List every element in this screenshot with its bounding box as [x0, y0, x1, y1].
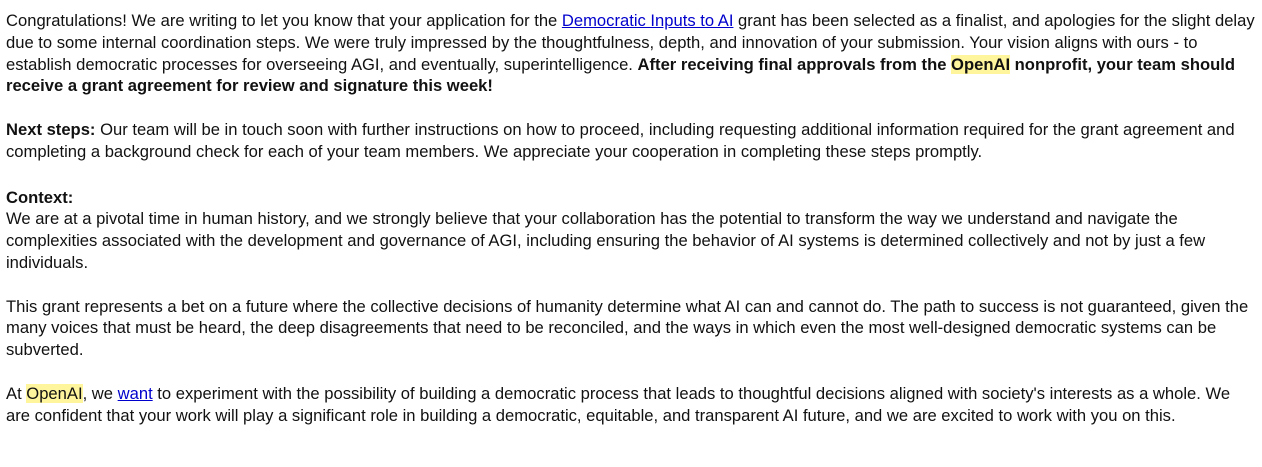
closing-text-c: to experiment with the possibility of building a democratic process that leads to thoughtful decisions aligned with society's interests as a whole. We are confident that your work will play a significant role in building a democratic, equitable, and transparent AI future, and we are excited to work with you on this. — [6, 383, 1231, 425]
intro-text-b: grant has been selected as a finalist, and apologies for the slight delay due to some internal coordination steps. We were truly impressed by the thoughtfulness, depth, and innovation of your submission. Your vision aligns with ours - to establish democratic processes for overseeing AGI, and eventually, superintelligence. — [6, 11, 1255, 74]
democratic-inputs-link[interactable]: Democratic Inputs to AI — [561, 11, 734, 30]
openai-highlight: OpenAI — [951, 54, 1011, 74]
bet-paragraph: This grant represents a bet on a future where the collective decisions of humanity determine what AI can and cannot do. The path to success is not guaranteed, given the many voices that must be heard, the deep disagreements that need to be reconciled, and the ways in which even the most well-designed democratic systems can be subverted. — [6, 296, 1249, 360]
intro-paragraph — [6, 10, 1258, 97]
intro-bold-b: nonprofit, your team should receive a grant agreement for review and signature this week! — [6, 54, 1235, 96]
intro-text-a: Congratulations! We are writing to let you know that your application for the — [6, 11, 562, 30]
context-heading-label: Context: — [6, 187, 74, 207]
next-steps-paragraph — [6, 119, 1258, 163]
email-body — [6, 10, 1258, 426]
openai-highlight: OpenAI — [26, 383, 83, 403]
want-link[interactable]: want — [117, 383, 153, 403]
context-paragraph: We are at a pivotal time in human history, and we strongly believe that your collaboration has the potential to transform the way we understand and navigate the complexities associated with the development and governance of AGI, including ensuring the behavior of AI systems is determined collectively and not by just a few individuals. — [6, 209, 1206, 272]
next-steps-heading: Next steps: — [6, 119, 96, 139]
closing-paragraph — [6, 383, 1258, 427]
next-steps-text: Our team will be in touch soon with further instructions on how to proceed, including requesting additional information required for the grant agreement and completing a background check for each of your team members. We appreciate your cooperation in completing these steps promptly. — [6, 119, 1235, 161]
closing-text-a: At — [6, 383, 27, 403]
context-heading — [6, 187, 1258, 209]
closing-text-b: , we — [82, 383, 118, 403]
intro-bold-a: After receiving final approvals from the — [637, 54, 952, 74]
